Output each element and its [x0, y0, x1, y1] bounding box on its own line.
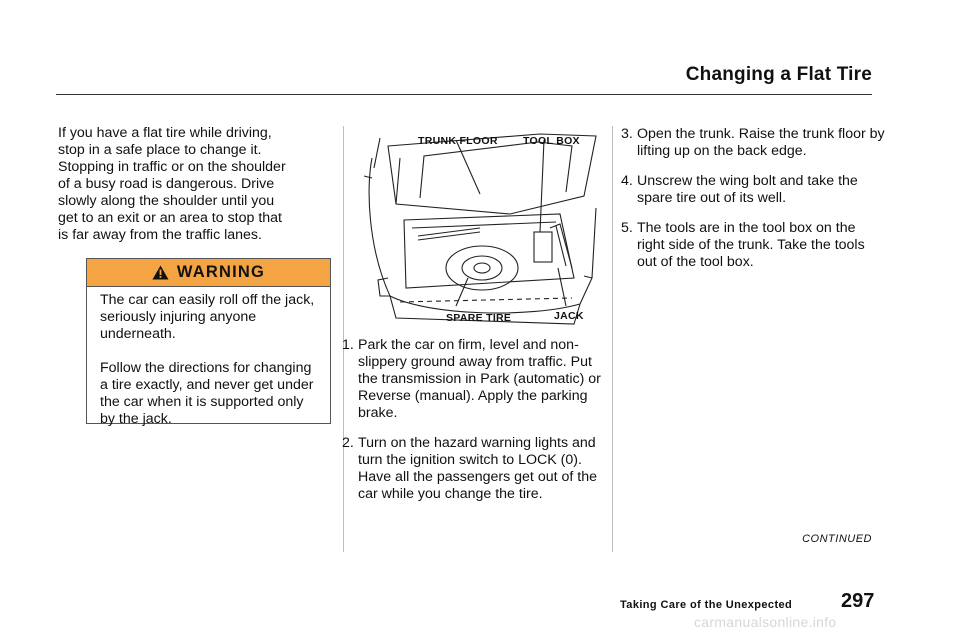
- warning-body: [87, 287, 330, 428]
- step-item: [621, 173, 886, 207]
- step-item: [342, 337, 610, 422]
- step-number: 5.: [621, 220, 633, 236]
- intro-line: stop in a safe place to change it.: [58, 142, 262, 158]
- warning-triangle-icon: [152, 265, 169, 280]
- step-item: [342, 435, 610, 503]
- continued-note: CONTINUED: [802, 533, 872, 545]
- warning-paragraph: Follow the directions for changing a tire exactly, and never get under the car when it is supported only by the jack.: [100, 360, 314, 427]
- intro-paragraph: [58, 125, 333, 244]
- page-number: 297: [841, 590, 875, 612]
- step-number: 1.: [342, 337, 354, 353]
- step-number: 3.: [621, 126, 633, 142]
- footer-section-title: Taking Care of the Unexpected: [620, 599, 793, 611]
- steps-column-middle: [342, 337, 610, 516]
- intro-line: If you have a flat tire while driving,: [58, 125, 272, 141]
- label-trunk-floor: TRUNK FLOOR: [418, 135, 498, 147]
- step-text: The tools are in the tool box on the right side of the trunk. Take the tools out of the tool box.: [637, 220, 865, 270]
- intro-line: get to an exit or an area to stop that: [58, 210, 282, 226]
- warning-header: [87, 259, 330, 287]
- warning-box: [86, 258, 331, 427]
- step-text: Turn on the hazard warning lights and turn the ignition switch to LOCK (0). Have all the passengers get out of the car while you change the tire.: [358, 435, 597, 502]
- label-tool-box: TOOL BOX: [523, 135, 580, 147]
- header-rule: [56, 94, 872, 95]
- step-text: Park the car on firm, level and non-slippery ground away from traffic. Put the transmission in Park (automatic) or Reverse (manual). Apply the parking brake.: [358, 337, 601, 421]
- page-title: Changing a Flat Tire: [685, 64, 872, 85]
- step-text: Unscrew the wing bolt and take the spare tire out of its well.: [637, 173, 858, 206]
- step-number: 4.: [621, 173, 633, 189]
- trunk-illustration: [360, 128, 600, 328]
- intro-line: Stopping in traffic or on the shoulder: [58, 159, 286, 175]
- step-text: Open the trunk. Raise the trunk floor by lifting up on the back edge.: [637, 126, 885, 159]
- column-divider-right: [612, 126, 613, 552]
- step-number: 2.: [342, 435, 354, 451]
- step-item: [621, 126, 886, 160]
- intro-line: slowly along the shoulder until you: [58, 193, 275, 209]
- warning-heading: WARNING: [176, 263, 266, 281]
- label-jack: JACK: [554, 310, 584, 322]
- watermark: carmanualsonline.info: [694, 614, 837, 630]
- intro-line: is far away from the traffic lanes.: [58, 227, 262, 243]
- warning-paragraph: The car can easily roll off the jack, seriously injuring anyone underneath.: [100, 292, 315, 342]
- label-spare-tire: SPARE TIRE: [446, 312, 512, 324]
- intro-line: of a busy road is dangerous. Drive: [58, 176, 275, 192]
- steps-column-right: [621, 126, 886, 284]
- step-item: [621, 220, 886, 271]
